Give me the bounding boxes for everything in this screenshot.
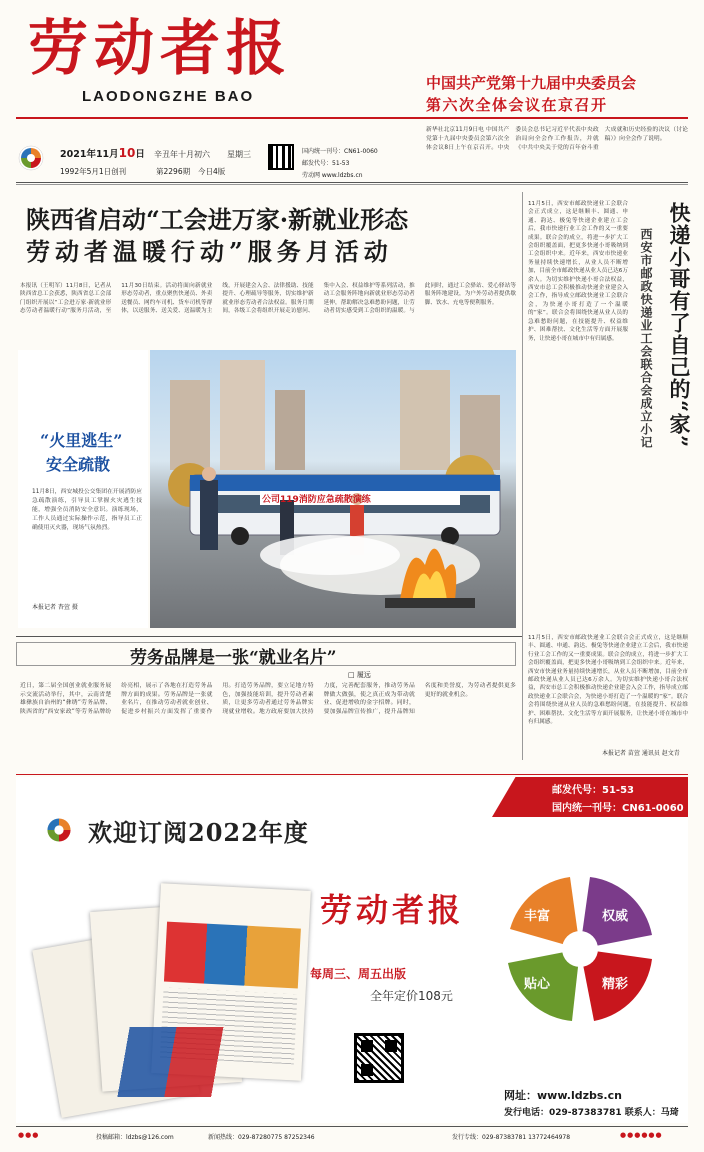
subscription-ad	[16, 777, 688, 1123]
photo-caption-title-1: “火里逃生”	[40, 431, 123, 450]
photo-caption-body: 11月8日，西安城投公交集团在开展消防应急疏散演练，引导员工掌握火灾逃生技能，增强全员消防安全意识。演练现场，工作人员通过实际操作示范，指导员工正确使用灭火器，现场气氛热烈。	[32, 489, 142, 531]
main-headline-line1: 陕西省启动“工会进万家·新就业形态	[26, 205, 409, 234]
top-headline-line2: 第六次全体会议在京召开	[426, 96, 608, 114]
lead-story-text: 新华社北京11月9日电 中国共产党第十九届中央委员会第六次全体会议8日上午在京召开。中央委员会总书记习近平代表中央政治局向全会作工作报告，并就《中共中央关于党的百年奋斗重大成就和历史经验的决议（讨论稿）》向全会作了说明。	[426, 127, 688, 151]
right-story-body-top: 11月5日，西安市邮政快递业工会联合会正式成立，这是继顺丰、圆通、申通、韵达、极兔等快递企业建立工会后，我市快递行业工会工作的又一重要成果。联合会的成立，将进一步扩大工会组织覆盖面，把更多快递小哥吸纳到工会组织中来。近年来，西安市快递业务量持续快速增长，从业人员不断增加，目前全市邮政快递从业人员已达6万余人。为切实维护快递小哥合法权益，西安市总工会积极推动快递企业建会入会工作，指导成立邮政快递业工会联合会，为快递小哥打造了一个温暖的“家”。联合会将围绕快递从业人员的急难愁盼问题，在技能提升、权益维护、困难帮扶、文化生活等方面开展服务，让快递小哥在城市中有归属感。	[528, 201, 628, 342]
photo-caption-title-2: 安全疏散	[46, 455, 111, 474]
ad-paper-name: 劳动者报	[320, 891, 465, 929]
lunar-date: 辛丑年十月初六	[154, 150, 210, 159]
masthead-qr-icon	[268, 144, 294, 170]
page-count: 今日4版	[198, 167, 226, 176]
paper-pinyin: LAODONGZHE BAO	[82, 88, 255, 105]
right-story-credit: 本报记者 苗萱 通讯员 赵文青	[602, 750, 680, 757]
ad-price: 全年定价108元	[370, 989, 453, 1003]
ad-schedule: 每周三、周五出版	[310, 967, 407, 981]
main-headline-line2: 劳动者温暖行动”服务月活动	[26, 237, 393, 266]
date-month: 2021年11月	[60, 149, 119, 160]
postal-code: 邮发代号：51-53	[302, 160, 350, 167]
petal-rich: 丰富	[524, 909, 551, 924]
ad-qr-code-icon	[354, 1033, 404, 1083]
ad-logo-icon	[44, 815, 74, 845]
footer-dots-right: ●●●●●●	[620, 1131, 663, 1139]
paper-title: 劳动者报	[28, 14, 292, 84]
bus-banner: 公司119消防应急疏散演练	[262, 495, 371, 505]
right-story-subtitle: 西安市邮政快递业工会联合会成立小记	[639, 228, 653, 449]
ad-phone: 发行电话：029-87383781 联系人：马琦	[504, 1108, 679, 1118]
cn-number: 国内统一刊号：CN61-0060	[302, 148, 378, 155]
footer-distribution: 发行专线：029-87383781 13772464978	[452, 1134, 571, 1141]
feature-body: 近日，第二届全国创业就业服务展示交流活动举行，其中，云南省楚雄彝族自治州的“彝绣”劳务品牌、陕西省的“西安家政”等劳务品牌纷纷亮相，展示了各地在打造劳务品牌方面的成果。劳务品牌是一张就业名片，在推动劳动者就业创业、促进乡村振兴方面发挥了重要作用。打造劳务品牌，要立足地方特色，加强技能培训，提升劳动者素质，让更多劳动者通过劳务品牌实现就业增收。地方政府要加大扶持力度，完善配套服务，推动劳务品牌做大做强，使之真正成为带动就业、促进增收的金字招牌。同时，要加强品牌宣传推广，提升品牌知名度和美誉度，为劳动者提供更多更好的就业机会。	[20, 683, 516, 715]
newspaper-logo-icon	[18, 145, 44, 171]
founded-date: 1992年5月1日创刊	[60, 167, 127, 176]
ad-website: 网址：www.ldzbs.cn	[504, 1089, 622, 1102]
date-suffix: 日	[135, 149, 145, 160]
photo-caption-credit: 本报记者 杳萱 摄	[32, 604, 78, 611]
ad-postal-code: 邮发代号：51-53	[552, 785, 634, 796]
footer-email: 投稿邮箱：ldzbs@126.com	[96, 1134, 174, 1141]
footer-dots: ●●●	[18, 1131, 40, 1139]
newspaper-stack-image	[46, 877, 316, 1097]
photo-caption-box	[18, 350, 148, 628]
footer-newsroom: 新闻热线：029-87280775 87252346	[208, 1134, 315, 1141]
date-day: 10	[118, 146, 136, 160]
issue-number: 第2296期	[156, 167, 191, 176]
masthead-website: 劳动网 www.ldzbs.cn	[302, 172, 363, 179]
top-headline-line1: 中国共产党第十九届中央委员会	[426, 74, 637, 92]
weekday: 星期三	[227, 150, 251, 159]
issue-date	[60, 146, 145, 160]
main-story-body: 本报讯（王明军）11月8日，记者从陕西省总工会获悉，陕西省总工会部门组织开展以“工会进万家·新就业形态劳动者温暖行动”服务月活动，至11月30日结束。活动将面向新就业形态劳动者，重点聚焦快递员、外卖送餐员、网约车司机、货车司机等群体，以送服务、送关爱、送温暖为主线，开展建会入会、法律援助、技能提升、心理疏导等服务，切实维护新就业形态劳动者合法权益。服务月期间，各级工会将组织开展走访慰问、集中入会、权益维护等系列活动，推动工会服务阵地向新就业形态劳动者延伸，帮助解决急难愁盼问题，让劳动者切实感受到工会组织的温暖。与此同时，通过工会驿站、爱心驿站等服务阵地建设，为户外劳动者提供歇脚、饮水、充电等便利服务。	[20, 283, 516, 315]
petal-wonderful: 精彩	[602, 977, 629, 992]
petal-authority: 权威	[602, 909, 629, 924]
fire-drill-photo	[150, 350, 516, 628]
feature-headline: 劳务品牌是一张“就业名片”	[130, 648, 337, 668]
ad-values-wheel	[490, 859, 670, 1039]
right-story-title: 快递小哥有了自己的“家”	[667, 202, 692, 449]
right-story-body-bottom: 11月5日，西安市邮政快递业工会联合会正式成立，这是继顺丰、圆通、申通、韵达、极兔等快递企业建立工会后，我市快递行业工会工作的又一重要成果。联合会的成立，将进一步扩大工会组织覆盖面，把更多快递小哥吸纳到工会组织中来。近年来，西安市快递业务量持续快速增长，从业人员不断增加，目前全市邮政快递从业人员已达6万余人。为切实维护快递小哥合法权益，西安市总工会积极推动快递企业建会入会工作，指导成立邮政快递业工会联合会，为快递小哥打造了一个温暖的“家”。联合会将围绕快递从业人员的急难愁盼问题，在技能提升、权益维护、困难帮扶、文化生活等方面开展服务，让快递小哥在城市中有归属感。	[528, 635, 688, 726]
ad-welcome: 欢迎订阅2022年度	[88, 818, 309, 847]
feature-byline: □ 履远	[348, 671, 371, 679]
ad-cn-number: 国内统一刊号：CN61-0060	[552, 803, 684, 814]
petal-caring: 贴心	[524, 977, 551, 992]
